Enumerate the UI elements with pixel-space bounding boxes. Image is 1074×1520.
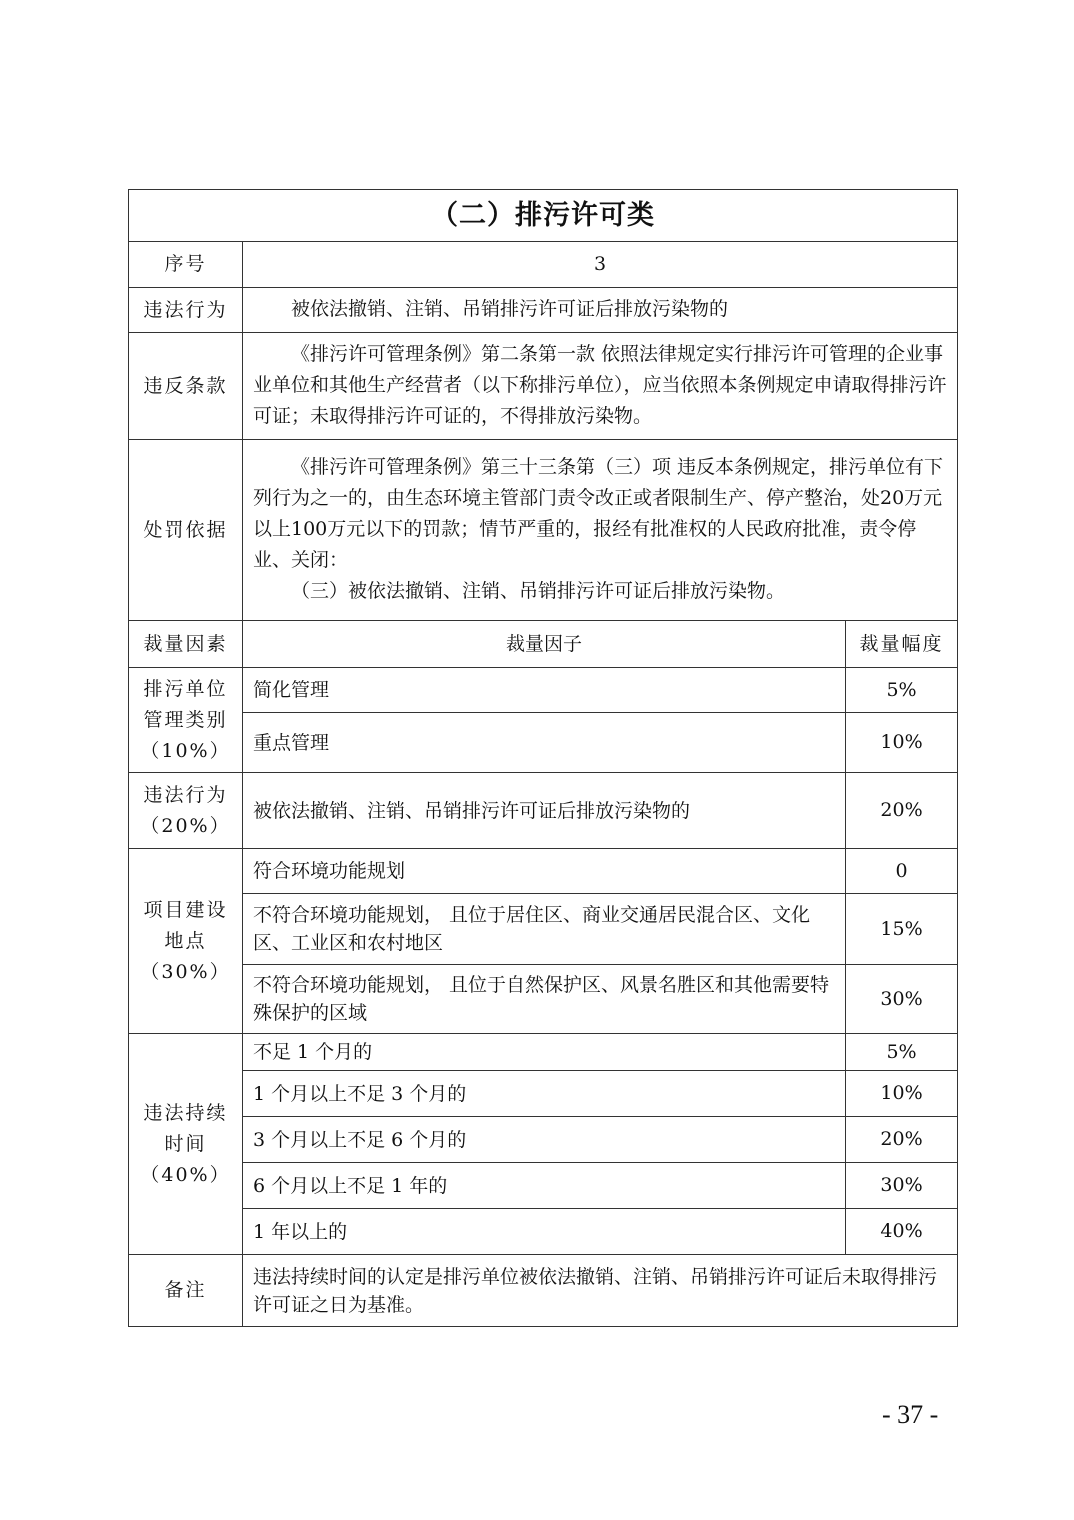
factor-criterion: 不足 1 个月的 — [243, 1034, 846, 1071]
factor-range: 40% — [846, 1209, 958, 1255]
factor-criterion: 重点管理 — [243, 713, 846, 773]
factor-group-label-line: 项目建设 — [143, 898, 228, 921]
factor-group-label — [129, 1034, 243, 1255]
remark-row — [129, 1255, 958, 1327]
violation-text: 被依法撤销、注销、吊销排污许可证后排放污染物的 — [243, 288, 958, 333]
factor-group-label-line: 地点 — [164, 929, 207, 952]
factor-group-label-line: 排污单位 — [143, 677, 228, 700]
header-criterion: 裁量因子 — [243, 621, 846, 668]
discretion-table — [128, 189, 958, 1327]
factor-criterion: 不符合环境功能规划， 且位于自然保护区、风景名胜区和其他需要特殊保护的区域 — [243, 965, 846, 1034]
factor-criterion: 1 个月以上不足 3 个月的 — [243, 1071, 846, 1117]
penalty-cell — [243, 440, 958, 621]
remark-label: 备注 — [129, 1255, 243, 1327]
section-title: （二）排污许可类 — [129, 190, 958, 242]
factor-criterion: 符合环境功能规划 — [243, 849, 846, 894]
factor-criterion: 被依法撤销、注销、吊销排污许可证后排放污染物的 — [243, 773, 846, 849]
factor-range: 20% — [846, 773, 958, 849]
clause-text: 《排污许可管理条例》第二条第一款 依照法律规定实行排污许可管理的企业事业单位和其他生产经营者（以下称排污单位），应当依照本条例规定申请取得排污许可证；未取得排污许可证的，不得排放污染物。 — [243, 333, 958, 440]
table-row — [129, 849, 958, 894]
seq-label: 序号 — [129, 242, 243, 288]
penalty-label: 处罚依据 — [129, 440, 243, 621]
table-row — [129, 1163, 958, 1209]
factor-group-label-line: 违法持续 — [143, 1101, 228, 1124]
table-row — [129, 1034, 958, 1071]
factor-group-label-line: （30%） — [140, 960, 231, 983]
factor-range: 30% — [846, 1163, 958, 1209]
header-factor: 裁量因素 — [129, 621, 243, 668]
factor-range: 10% — [846, 713, 958, 773]
factor-group-label-line: （40%） — [140, 1163, 231, 1186]
factor-group-label — [129, 668, 243, 773]
remark-text: 违法持续时间的认定是排污单位被依法撤销、注销、吊销排污许可证后未取得排污许可证之日为基准。 — [243, 1255, 958, 1327]
factor-range: 0 — [846, 849, 958, 894]
factor-range: 15% — [846, 894, 958, 965]
table-row — [129, 773, 958, 849]
factor-range: 30% — [846, 965, 958, 1034]
factor-group-label-line: （20%） — [140, 814, 231, 837]
violation-label: 违法行为 — [129, 288, 243, 333]
penalty-item: （三）被依法撤销、注销、吊销排污许可证后排放污染物。 — [291, 579, 786, 602]
table-row — [129, 713, 958, 773]
table-row — [129, 1117, 958, 1163]
factor-range: 20% — [846, 1117, 958, 1163]
table-row — [129, 965, 958, 1034]
factor-criterion: 简化管理 — [243, 668, 846, 713]
factor-range: 5% — [846, 668, 958, 713]
page-number: - 37 - — [882, 1400, 939, 1429]
factor-criterion: 1 年以上的 — [243, 1209, 846, 1255]
factor-group-label-line: 管理类别 — [143, 708, 228, 731]
table-row — [129, 668, 958, 713]
factor-group-label — [129, 849, 243, 1034]
factor-criterion: 3 个月以上不足 6 个月的 — [243, 1117, 846, 1163]
factor-group-label-line: （10%） — [140, 739, 231, 762]
penalty-text: 《排污许可管理条例》第三十三条第（三）项 违反本条例规定，排污单位有下列行为之一的，由生态环境主管部门责令改正或者限制生产、停产整治，处20万元以上100万元以下的罚款；情节严重的，报经有批准权的人民政府批准，责令停业、关闭： — [253, 455, 944, 571]
factor-range: 5% — [846, 1034, 958, 1071]
factor-group-label-line: 时间 — [164, 1132, 207, 1155]
table-row — [129, 1209, 958, 1255]
factor-group-label — [129, 773, 243, 849]
factor-range: 10% — [846, 1071, 958, 1117]
table-row — [129, 894, 958, 965]
clause-label: 违反条款 — [129, 333, 243, 440]
table-row — [129, 1071, 958, 1117]
factor-criterion: 6 个月以上不足 1 年的 — [243, 1163, 846, 1209]
factor-group-label-line: 违法行为 — [143, 783, 228, 806]
factor-criterion: 不符合环境功能规划， 且位于居住区、商业交通居民混合区、文化区、工业区和农村地区 — [243, 894, 846, 965]
seq-value: 3 — [243, 242, 958, 288]
header-range: 裁量幅度 — [846, 621, 958, 668]
